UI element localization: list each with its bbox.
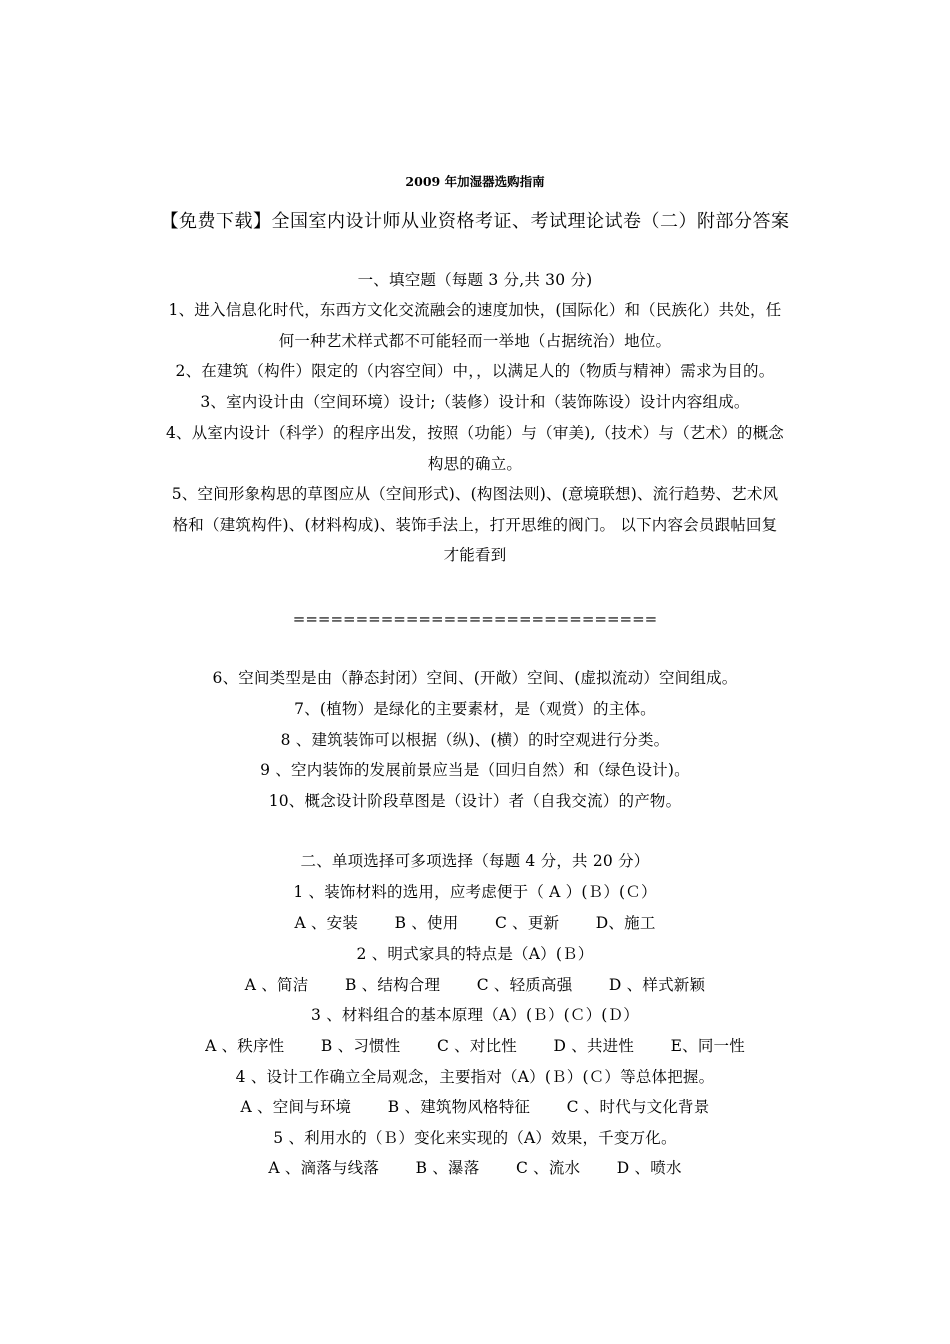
section1-line: 格和（建筑构件)、(材料构成)、装饰手法上，打开思维的阀门。 以下内容会员跟帖回复 — [172, 516, 778, 534]
options-2 — [120, 975, 830, 995]
question-3: 3 、材料组合的基本原理（A）(Ｂ）(Ｃ）(Ｄ） — [311, 1006, 639, 1024]
section1-line: 构思的确立。 — [427, 455, 523, 473]
section1-line: 1、进入信息化时代，东西方文化交流融会的速度加快，(国际化）和（民族化）共处，任 — [168, 301, 782, 319]
section1-line: 9 、空内装饰的发展前景应当是（回归自然）和（绿色设计)。 — [260, 761, 690, 779]
question-4: 4 、设计工作确立全局观念，主要指对（A）(Ｂ）(Ｃ）等总体把握。 — [235, 1068, 715, 1086]
section1-line: 3、室内设计由（空间环境）设计;（装修）设计和（装饰陈设）设计内容组成。 — [200, 393, 750, 411]
question-2: 2 、明式家具的特点是（A）(Ｂ） — [356, 945, 594, 963]
option: B 、结构合理 — [344, 976, 441, 994]
option: D 、样式新颖 — [608, 976, 706, 994]
option: E、同一性 — [670, 1037, 745, 1055]
section1-line: 何一种艺术样式都不可能轻而一举地（占据统治）地位。 — [278, 332, 672, 350]
option: B 、瀑落 — [415, 1159, 480, 1177]
section1-line: 7、(植物）是绿化的主要素材，是（观赏）的主体。 — [294, 700, 656, 718]
section1-line: 5、空间形象构思的草图应从（空间形式)、(构图法则)、(意境联想)、流行趋势、艺术风 — [171, 485, 779, 503]
option: A 、空间与环境 — [240, 1098, 352, 1116]
section1-line: 8 、建筑装饰可以根据（纵)、(横）的时空观进行分类。 — [280, 731, 670, 749]
option: A 、秩序性 — [205, 1037, 285, 1055]
option: D、施工 — [595, 914, 656, 932]
option: D 、共进性 — [553, 1037, 635, 1055]
section1-line: 2、在建筑（构件）限定的（内容空间）中，，以满足人的（物质与精神）需求为目的。 — [175, 362, 775, 380]
question-1: 1 、装饰材料的选用，应考虑便于（ A ）(Ｂ）(Ｃ） — [293, 883, 657, 901]
separator-line: ============================= — [292, 610, 658, 628]
option: C 、轻质高强 — [476, 976, 573, 994]
section1-heading: 一、填空题（每题 3 分,共 30 分) — [357, 271, 593, 289]
section1-line: 才能看到 — [443, 546, 507, 564]
options-3 — [120, 1036, 830, 1056]
section2-heading: 二、单项选择可多项选择（每题 4 分，共 20 分） — [300, 852, 650, 870]
header-note: 2009 年加湿器选购指南 — [405, 174, 545, 189]
option: C 、时代与文化背景 — [566, 1098, 710, 1116]
option: B 、建筑物风格特征 — [387, 1098, 531, 1116]
option: A 、简洁 — [244, 976, 309, 994]
options-4 — [120, 1097, 830, 1117]
option: C 、更新 — [494, 914, 560, 932]
section1-line: 6、空间类型是由（静态封闭）空间、(开敞）空间、(虚拟流动）空间组成。 — [212, 669, 738, 687]
section1-line: 4、从室内设计（科学）的程序出发，按照（功能）与（审美),（技术）与（艺术）的概念 — [165, 424, 785, 442]
options-1 — [120, 913, 830, 933]
option: A 、安装 — [294, 914, 359, 932]
options-5 — [120, 1158, 830, 1178]
option: B 、使用 — [394, 914, 459, 932]
document-title: 【免费下载】全国室内设计师从业资格考证、考试理论试卷（二）附部分答案 — [160, 211, 790, 232]
section1-line: 10、概念设计阶段草图是（设计）者（自我交流）的产物。 — [268, 792, 682, 810]
question-5: 5 、利用水的（Ｂ）变化来实现的（A）效果，千变万化。 — [273, 1129, 677, 1147]
option: C 、对比性 — [436, 1037, 517, 1055]
option: C 、流水 — [515, 1159, 581, 1177]
option: D 、喷水 — [616, 1159, 682, 1177]
option: A 、滴落与线落 — [268, 1159, 380, 1177]
option: B 、习惯性 — [320, 1037, 401, 1055]
